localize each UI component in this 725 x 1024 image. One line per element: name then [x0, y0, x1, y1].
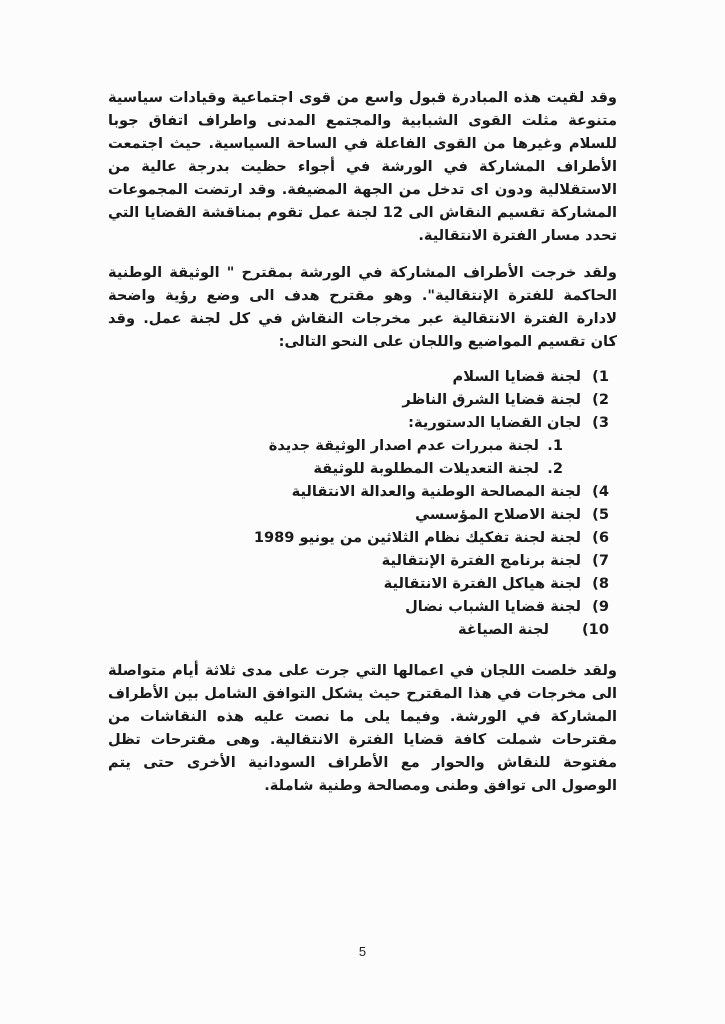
- sublist-item-text: لجنة مبررات عدم اصدار الوثيقة جديدة: [268, 437, 539, 454]
- list-item: [108, 549, 617, 572]
- list-item-text: لجنة هياكل الفترة الانتقالية: [383, 575, 581, 592]
- page-number: 5: [358, 944, 367, 959]
- list-item-number: (5: [592, 506, 609, 523]
- paragraph-national-document-proposal: ولقد خرجت الأطراف المشاركة في الورشة بمقترح " الوثيقة الوطنية الحاكمة للفترة الإنتقالية". وهو مقترح هدف الى وضع رؤية واضحة لادارة الفترة الانتقالية عبر مخرجات النقاش في كل لجنة عمل. وقد كان تقسيم المواضيع واللجان على النحو التالى:: [108, 264, 617, 350]
- constitutional-sublist: [108, 434, 617, 480]
- list-item-number: (9: [592, 598, 609, 615]
- sublist-item-number: .2: [547, 460, 563, 477]
- paragraph-committee-outcomes: ولقد خلصت اللجان في اعمالها التي جرت على مدى ثلاثة أيام متواصلة الى مخرجات في هذا المقترح حيث يشكل التوافق الشامل بين الأطراف المشاركة في الورشة. وفيما يلى ما نصت عليه هذه النقاشات من مقترحات شملت كافة قضايا الفترة الانتقالية. وهى مقترحات تظل مفتوحة للنقاش والحوار مع الأطراف السودانية الأخرى حتى يتم الوصول الى توافق وطنى ومصالحة وطنية شاملة.: [108, 662, 617, 794]
- list-item: [108, 411, 617, 434]
- list-item-text: لجنة قضايا السلام: [452, 368, 581, 385]
- sublist-item: [108, 434, 571, 457]
- list-item-number: (10: [582, 621, 609, 638]
- list-item-number: (2: [592, 391, 609, 408]
- list-item-text: لجنة برنامج الفترة الإنتقالية: [381, 552, 581, 569]
- list-item-text: لجنة الصياغة: [457, 621, 549, 638]
- committees-list: [108, 365, 617, 641]
- sublist-item: [108, 457, 571, 480]
- list-item-number: (7: [592, 552, 609, 569]
- list-item: [108, 503, 617, 526]
- list-item: [108, 595, 617, 618]
- list-item-text: لجنة قضايا الشباب نضال: [405, 598, 581, 615]
- list-item: [108, 618, 617, 641]
- list-item: [108, 388, 617, 411]
- list-item: [108, 526, 617, 549]
- constitutional-sublist-container: [108, 434, 617, 480]
- list-item-text: لجنة قضايا الشرق الناظر: [402, 391, 581, 408]
- list-item-text: لجنة المصالحة الوطنية والعدالة الانتقالية: [291, 483, 581, 500]
- sublist-item-text: لجنة التعديلات المطلوبة للوثيقة: [313, 460, 539, 477]
- paragraph-initiative-acceptance: وقد لقيت هذه المبادرة قبول واسع من قوى اجتماعية وقيادات سياسية متنوعة مثلت القوى الشبابية والمجتمع المدنى واطراف اتفاق جوبا للسلام وغيرها من القوى الفاعلة في الساحة السياسية. حيث اجتمعت الأطراف المشاركة في الورشة في أجواء حظيت بدرجة عالية من الاستقلالية ودون اى تدخل من الجهة المضيفة. وقد ارتضت المجموعات المشاركة تقسيم النقاش الى 12 لجنة عمل تقوم بمناقشة القضايا التي تحدد مسار الفترة الانتقالية.: [108, 89, 617, 244]
- list-item-number: (3: [592, 414, 609, 431]
- list-item-number: (1: [592, 368, 609, 385]
- sublist-item-number: .1: [547, 437, 563, 454]
- list-item-text: لجنة الاصلاح المؤسسي: [415, 506, 581, 523]
- list-item: [108, 572, 617, 595]
- list-item-number: (4: [592, 483, 609, 500]
- list-item-text: لجنة لجنة تفكيك نظام الثلاثين من يونيو 1989: [253, 529, 581, 546]
- list-item: [108, 365, 617, 388]
- document-body: [108, 86, 617, 797]
- list-item-number: (6: [592, 529, 609, 546]
- list-item-text: لجان القضايا الدستورية:: [408, 414, 581, 431]
- list-item-number: (8: [592, 575, 609, 592]
- list-item: [108, 480, 617, 503]
